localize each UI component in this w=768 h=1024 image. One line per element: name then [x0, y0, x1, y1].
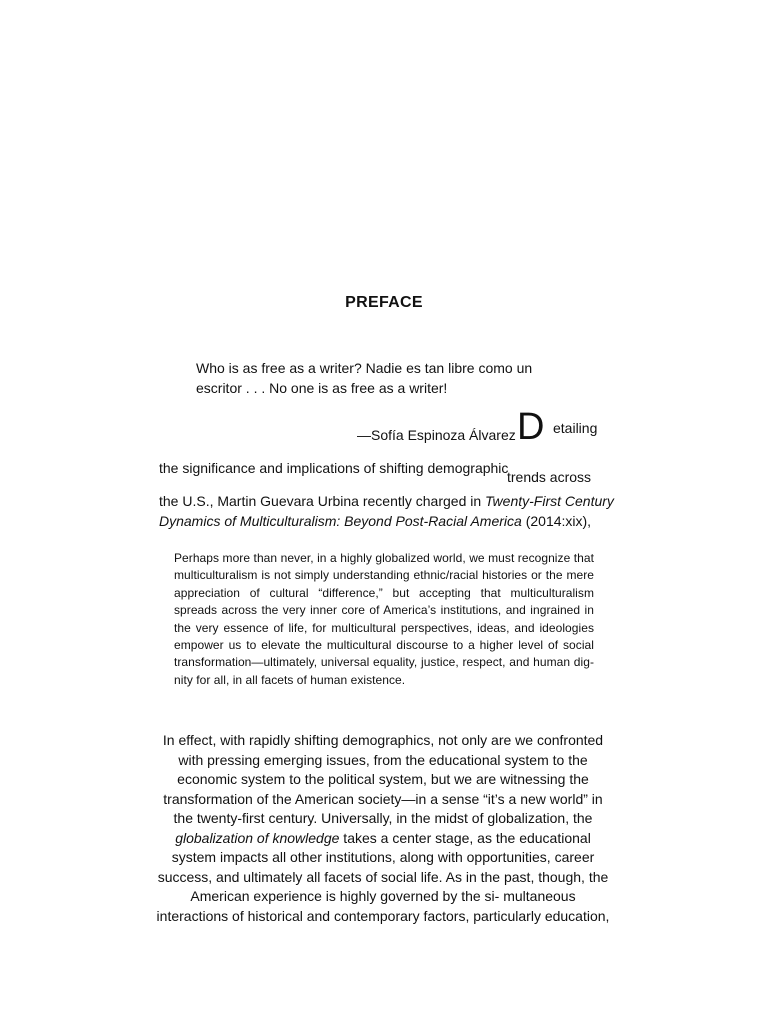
italic-phrase: globalization of knowledge [175, 829, 340, 846]
paragraph-line: system impacts all other institutions, along with opportunities, career [171, 849, 595, 865]
drop-cap-continuation: etailing [553, 420, 598, 436]
epigraph-attribution: —Sofía Espinoza Álvarez [357, 427, 516, 443]
epigraph-line-2: escritor . . . No one is as free as a writer! [196, 380, 448, 396]
drop-cap: D [517, 406, 545, 448]
intro-line-2 [159, 491, 614, 511]
paragraph-line: the twenty-first century. Universally, in the midst of globalization, the [173, 810, 593, 826]
paragraph-line: transformation of the American society—in a sense “it’s a new world” in [163, 790, 603, 807]
paragraph-line: success, and ultimately all facets of social life. As in the past, though, the [157, 868, 609, 885]
paragraph-line: economic system to the political system, but we are witnessing the [177, 771, 589, 787]
paragraph-line: interactions of historical and contemporary factors, particularly education, [156, 907, 610, 924]
intro-line-1-tail: trends across [507, 469, 592, 485]
paragraph-line: American experience is highly governed by the si- multaneous [190, 888, 576, 904]
intro-line-1: the significance and implications of shifting demographic [159, 460, 509, 476]
page-title: PREFACE [345, 294, 423, 311]
paragraph-line: In effect, with rapidly shifting demographics, not only are we confronted [162, 732, 604, 748]
block-quote: Perhaps more than never, in a highly globalized world, we must recognize that multiculturalism is not simply understanding ethnic/racial histories or the mere appreciation of cultural “difference,” but accepting that multiculturalism spreads across the very inner core of America’s institutions, and ingrained in the very essence of life, for multicultural perspectives, ideas, and ideologies empower us to elevate the multicultural discourse to a higher level of social transformation—ultimately, universal equality, justice, respect, and human dig- nity for all, in all facets of human existence. [174, 551, 594, 687]
paragraph-line-italic-phrase [150, 829, 616, 849]
paragraph-line-tail: takes a center stage, as the educational [339, 829, 591, 846]
book-title-part-1: Twenty-First Century [485, 493, 614, 509]
epigraph-line-1: Who is as free as a writer? Nadie es tan libre como un [196, 360, 533, 376]
book-title-part-2: Dynamics of Multiculturalism: Beyond Post-Racial America [159, 513, 522, 529]
intro-line-3 [159, 511, 591, 531]
body-paragraph [150, 731, 616, 926]
intro-line-2-text: the U.S., Martin Guevara Urbina recently charged in [159, 493, 486, 509]
paragraph-line: with pressing emerging issues, from the educational system to the [178, 751, 588, 768]
citation: (2014:xix), [521, 513, 592, 529]
